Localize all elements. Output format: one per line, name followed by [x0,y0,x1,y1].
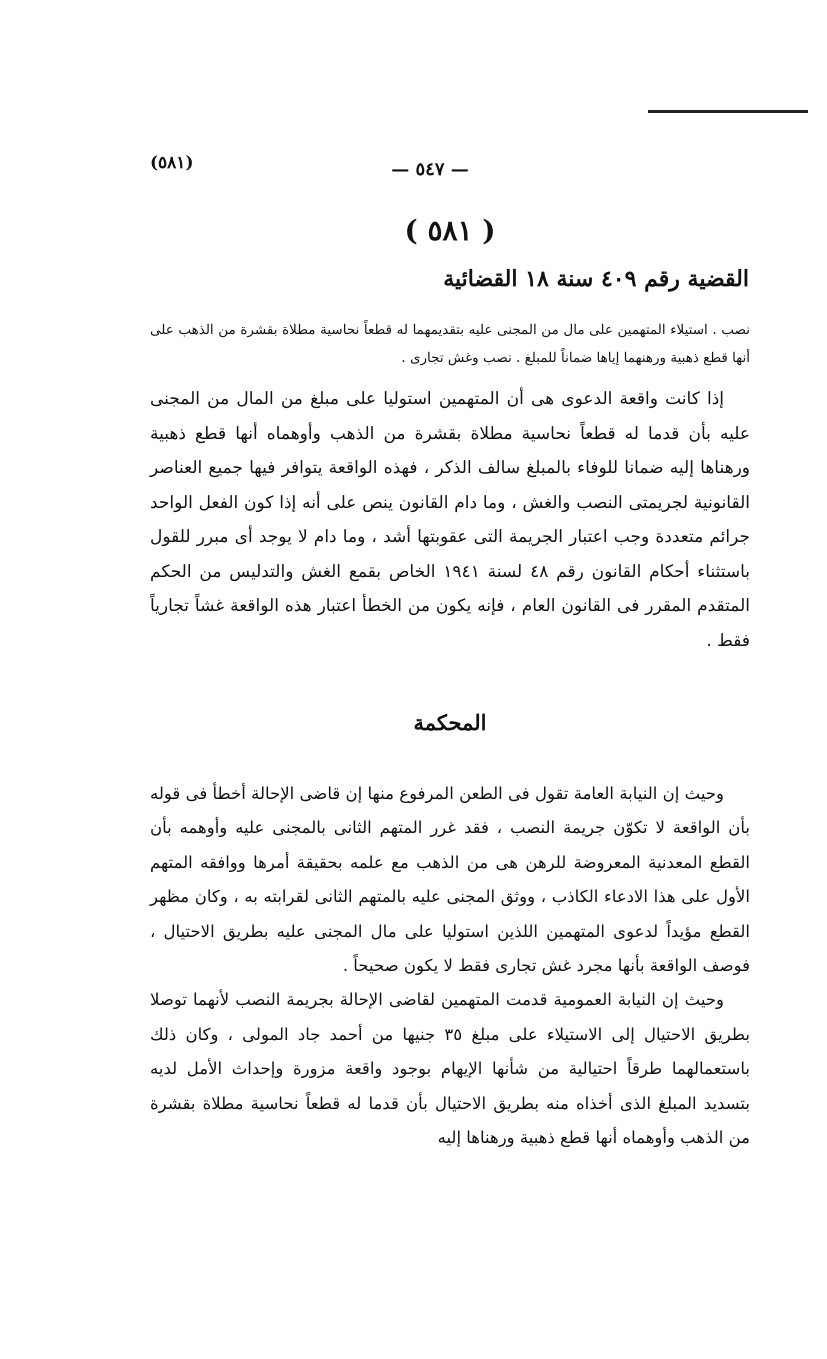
paragraph: وحيث إن النيابة العمومية قدمت المتهمين لقاضى الإحالة بجريمة النصب لأنهما توصلا بطريق الاحتيال إلى الاستيلاء على مبلغ ٣٥ جنيها من أحمد جاد المولى ، وكان ذلك باستعمالهما طرقاً احتيالية من شأنها الإيهام بوجود واقعة مزورة وإحداث الأمل لديه بتسديد المبلغ الذى أخذاه منه بطريق الاحتيال بأن قدما له قطعاً نحاسية مطلاة بقشرة من الذهب وأوهماه أنها قطع ذهبية ورهناها إليه [150,990,750,1148]
case-title: القضية رقم ٤٠٩ سنة ١٨ القضائية [443,266,749,292]
top-rule [648,110,808,113]
case-tag: (٥٨١) [150,153,194,173]
section-heading: المحكمة [413,710,487,735]
paragraph: وحيث إن النيابة العامة تقول فى الطعن المرفوع منها إن قاضى الإحالة أخطأ فى قوله بأن الواقعة لا تكوّن جريمة النصب ، فقد غرر المتهم الثانى بالمجنى عليه وأوهمه بأن القطع المعدنية المعروضة للرهن هى من الذهب مع علمه بحقيقة أمرها ووافقه المتهم الأول على هذا الادعاء الكاذب ، ووثق المجنى عليه بالمتهم الثانى لقرابته به ، وكان مظهر القطع مؤيداً لدعوى المتهمين اللذين استوليا على مال المجنى عليه بطريق الاحتيال ، فوصف الواقعة بأنها مجرد غش تجارى فقط لا يكون صحيحاً . [150,784,750,976]
summary-block [150,382,750,658]
summary-paragraph: إذا كانت واقعة الدعوى هى أن المتهمين استوليا على مبلغ من المال من المجنى عليه بأن قدما له قطعاً نحاسية مطلاة بقشرة من الذهب وأوهماه أنها قطع ذهبية ورهناها إليه ضمانا للوفاء بالمبلغ سالف الذكر ، فهذه الواقعة يتوافر فيها جميع العناصر القانونية لجريمتى النصب والغش ، وما دام القانون ينص على أنه إذا كون الفعل الواحد جرائم متعددة وجب اعتبار الجريمة التى عقوبتها أشد ، وما دام لا يوجد أى مبرر للقول باستثناء أحكام القانون رقم ٤٨ لسنة ١٩٤١ الخاص بقمع الغش والتدليس من الحكم المتقدم المقرر فى القانون العام ، فإنه يكون من الخطأ اعتبار هذه الواقعة غشاً تجارياً فقط . [150,389,750,651]
body-text [150,777,750,1155]
headnote: نصب . استيلاء المتهمين على مال من المجنى عليه بتقديمهما له قطعاً نحاسية مطلاة بقشرة من الذهب على أنها قطع ذهبية ورهنهما إياها ضماناً للمبلغ . نصب وغش تجارى . [150,322,750,366]
page-number: — ٥٤٧ — [391,159,469,180]
case-number: ( ٥٨١ ) [404,214,496,247]
